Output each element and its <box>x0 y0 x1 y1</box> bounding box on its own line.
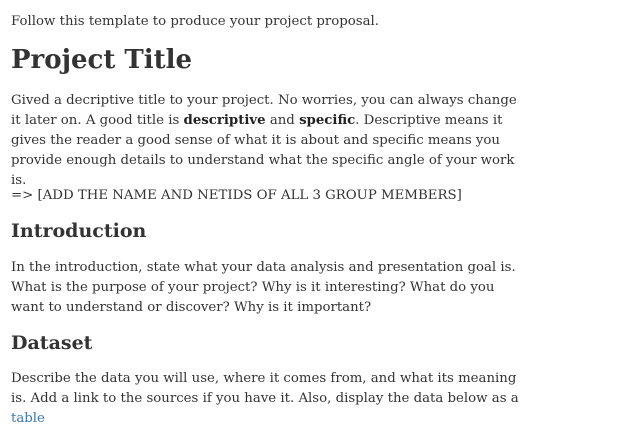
title-para-bold-descriptive: descriptive <box>183 113 266 128</box>
introduction-paragraph: In the introduction, state what your data analysis and presentation goal is. What is the purpose of your project? Why is it interesting? What do you want to understand or discover? Why is it important? <box>11 260 516 315</box>
title-para-text-2: and <box>265 113 300 128</box>
dataset-paragraph <box>11 369 526 429</box>
dataset-paragraph-text: Describe the data you will use, where it comes from, and what its meaning is. Add a link to the sources if you have it. Also, display the data below as a <box>11 371 519 406</box>
dataset-heading: Dataset <box>11 332 93 354</box>
table-link[interactable]: table <box>11 411 45 426</box>
group-members-line: => [ADD THE NAME AND NETIDS OF ALL 3 GROUP MEMBERS] <box>11 188 462 203</box>
introduction-heading: Introduction <box>11 220 147 242</box>
title-para-bold-specific: specific <box>299 113 356 128</box>
title-paragraph <box>11 91 526 191</box>
intro-line: Follow this template to produce your project proposal. <box>11 14 380 29</box>
title-para-text-1: Gived a decriptive title to your project. No worries, you can always change it later on. A good title is <box>11 93 517 128</box>
title-para-text-3: . Descriptive means it gives the reader a good sense of what it is about and specific means you provide enough details to understand what the specific angle of your work is. <box>11 113 515 188</box>
page-title: Project Title <box>11 45 193 75</box>
